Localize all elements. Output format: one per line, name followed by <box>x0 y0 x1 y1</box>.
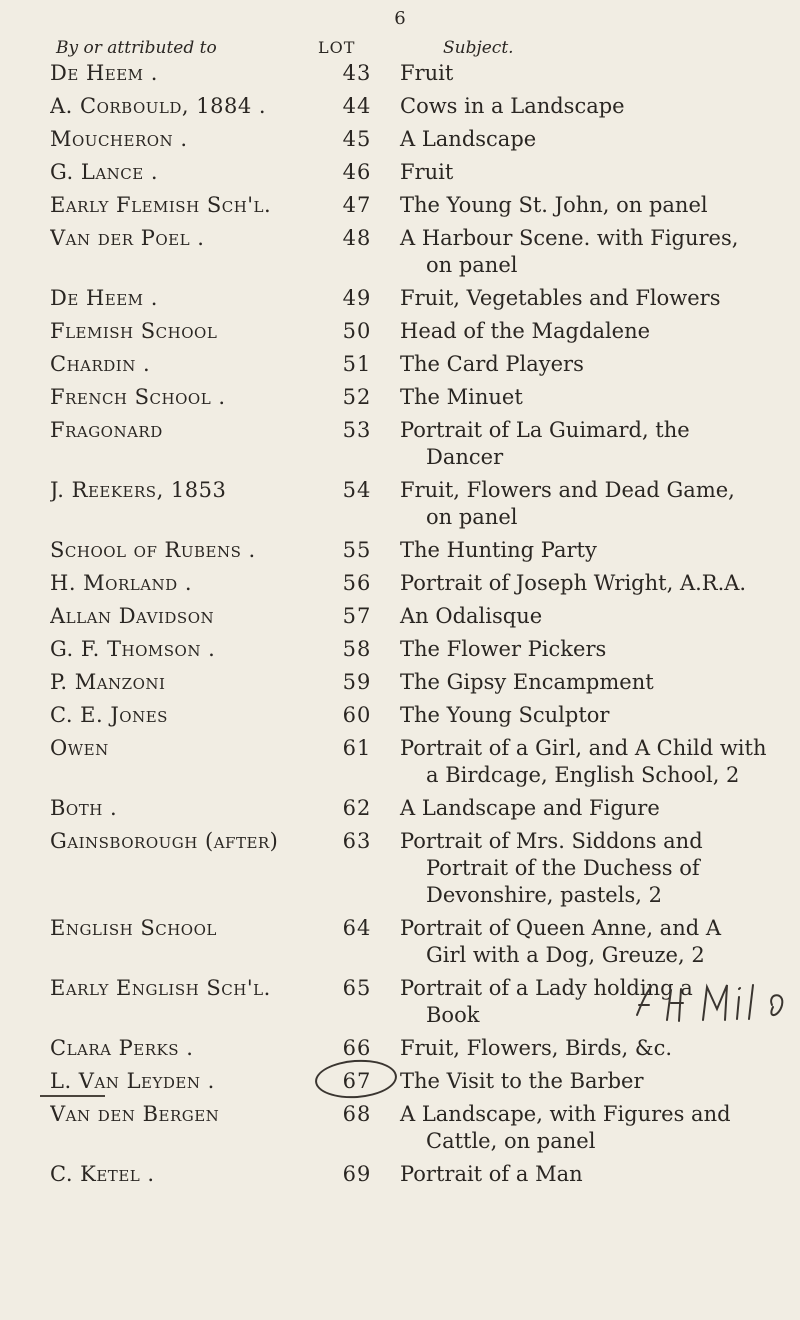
subject-line: The Young Sculptor <box>400 703 610 727</box>
lot-number: 52 <box>342 385 372 409</box>
lot-number: 67 <box>342 1069 372 1093</box>
catalogue-row <box>0 417 800 471</box>
subject-text <box>396 636 800 663</box>
lot-number: 47 <box>342 193 372 217</box>
subject-line: Portrait of the Duchess of <box>426 856 700 880</box>
lot-number: 69 <box>342 1162 372 1186</box>
subject-line: A Harbour Scene. with Figures, <box>400 226 739 250</box>
artist-name: Van der Poel . <box>50 226 205 250</box>
subject-text <box>396 351 800 378</box>
subject-text <box>396 1068 800 1095</box>
artist-name: Moucheron . <box>50 127 188 151</box>
artist-name: English School <box>50 916 217 940</box>
subject-text <box>396 126 800 153</box>
artist-name: C. E. Jones <box>50 703 168 727</box>
subject-text <box>396 60 800 87</box>
artist-name: De Heem . <box>50 61 158 85</box>
subject-text <box>396 795 800 822</box>
subject-line: The Flower Pickers <box>400 637 607 661</box>
subject-text <box>396 225 800 279</box>
artist-name: School of Rubens . <box>50 538 256 562</box>
artist-name: G. Lance . <box>50 160 159 184</box>
subject-text <box>396 669 800 696</box>
artist-name: G. F. Thomson . <box>50 637 216 661</box>
subject-line: Fruit, Vegetables and Flowers <box>400 286 721 310</box>
subject-text <box>396 603 800 630</box>
subject-column-header: Subject. <box>443 38 514 58</box>
catalogue-row <box>0 93 800 120</box>
catalogue-row <box>0 192 800 219</box>
subject-text <box>396 159 800 186</box>
subject-line: Girl with a Dog, Greuze, 2 <box>426 943 705 967</box>
catalogue-row <box>0 60 800 87</box>
catalogue-row <box>0 477 800 531</box>
artist-column-header: By or attributed to <box>56 38 217 58</box>
subject-text <box>396 915 800 969</box>
subject-line: An Odalisque <box>400 604 543 628</box>
subject-line: Head of the Magdalene <box>400 319 651 343</box>
lot-number: 43 <box>342 61 372 85</box>
lot-number: 63 <box>342 829 372 853</box>
catalogue-row <box>0 702 800 729</box>
lot-column-header: LOT <box>318 38 356 57</box>
catalogue-row <box>0 537 800 564</box>
artist-name: De Heem . <box>50 286 158 310</box>
catalogue-row <box>0 1101 800 1155</box>
subject-text <box>396 1161 800 1188</box>
subject-line: Fruit <box>400 160 454 184</box>
catalogue-row <box>0 1161 800 1188</box>
catalogue-row <box>0 828 800 909</box>
subject-text <box>396 285 800 312</box>
catalogue-row <box>0 225 800 279</box>
subject-line: Fruit, Flowers, Birds, &c. <box>400 1036 673 1060</box>
catalogue-row <box>0 735 800 789</box>
subject-line: Dancer <box>426 445 504 469</box>
artist-name: C. Ketel . <box>50 1162 155 1186</box>
lot-number: 61 <box>342 736 372 760</box>
subject-line: Portrait of a Girl, and A Child with <box>400 736 767 760</box>
subject-line: A Landscape and Figure <box>400 796 660 820</box>
lot-number: 59 <box>342 670 372 694</box>
subject-line: Portrait of Queen Anne, and A <box>400 916 721 940</box>
lot-number: 53 <box>342 418 372 442</box>
artist-name: Gainsborough (after) <box>50 829 279 853</box>
catalogue-row <box>0 351 800 378</box>
lot-number: 60 <box>342 703 372 727</box>
subject-line: Portrait of La Guimard, the <box>400 418 690 442</box>
lot-number: 49 <box>342 286 372 310</box>
artist-name: Fragonard <box>50 418 163 442</box>
catalogue-row <box>0 126 800 153</box>
artist-name: Early English Sch'l. <box>50 976 271 1000</box>
subject-line: The Minuet <box>400 385 523 409</box>
subject-text <box>396 735 800 789</box>
subject-line: Cattle, on panel <box>426 1129 596 1153</box>
lot-number: 48 <box>342 226 372 250</box>
catalogue-row <box>0 603 800 630</box>
subject-text <box>396 192 800 219</box>
catalogue-row <box>0 384 800 411</box>
artist-name: Flemish School <box>50 319 218 343</box>
subject-line: Portrait of a Man <box>400 1162 583 1186</box>
catalogue-row <box>0 159 800 186</box>
subject-line: Cows in a Landscape <box>400 94 625 118</box>
pen-stroke-mark <box>40 1095 105 1097</box>
subject-line: on panel <box>426 253 518 277</box>
lot-number: 50 <box>342 319 372 343</box>
lot-number: 66 <box>342 1036 372 1060</box>
subject-text <box>396 477 800 531</box>
catalogue-row <box>0 285 800 312</box>
subject-line: A Landscape, with Figures and <box>400 1102 731 1126</box>
artist-name: L. Van Leyden . <box>50 1069 215 1093</box>
subject-text <box>396 570 800 597</box>
lot-number: 56 <box>342 571 372 595</box>
catalogue-row <box>0 318 800 345</box>
subject-line: The Hunting Party <box>400 538 597 562</box>
subject-line: The Gipsy Encampment <box>400 670 654 694</box>
catalogue-row <box>0 795 800 822</box>
lot-number: 46 <box>342 160 372 184</box>
lot-number: 68 <box>342 1102 372 1126</box>
catalogue-row <box>0 1068 800 1095</box>
subject-line: The Young St. John, on panel <box>400 193 708 217</box>
page-number: 6 <box>394 8 406 29</box>
catalogue-row <box>0 669 800 696</box>
subject-line: Book <box>426 1003 480 1027</box>
artist-name: P. Manzoni <box>50 670 166 694</box>
subject-text <box>396 417 800 471</box>
artist-name: A. Corbould, 1884 . <box>50 94 267 118</box>
lot-number: 51 <box>342 352 372 376</box>
artist-name: Early Flemish Sch'l. <box>50 193 272 217</box>
subject-line: The Visit to the Barber <box>400 1069 644 1093</box>
subject-text <box>396 384 800 411</box>
artist-name: J. Reekers, 1853 <box>50 478 227 502</box>
subject-text <box>396 93 800 120</box>
catalogue-row <box>0 915 800 969</box>
lot-number: 44 <box>342 94 372 118</box>
subject-text <box>396 318 800 345</box>
subject-text <box>396 702 800 729</box>
subject-line: on panel <box>426 505 518 529</box>
lot-number: 45 <box>342 127 372 151</box>
subject-text <box>396 1101 800 1155</box>
subject-line: a Birdcage, English School, 2 <box>426 763 740 787</box>
artist-name: H. Morland . <box>50 571 193 595</box>
artist-name: Van den Bergen <box>50 1102 220 1126</box>
subject-line: A Landscape <box>400 127 537 151</box>
lot-number: 54 <box>342 478 372 502</box>
lot-number: 64 <box>342 916 372 940</box>
artist-name: French School . <box>50 385 226 409</box>
subject-line: Portrait of Mrs. Siddons and <box>400 829 703 853</box>
lot-number: 55 <box>342 538 372 562</box>
catalogue-row <box>0 636 800 663</box>
subject-line: Portrait of a Lady holding a <box>400 976 693 1000</box>
subject-text <box>396 537 800 564</box>
lot-number: 62 <box>342 796 372 820</box>
subject-line: The Card Players <box>400 352 584 376</box>
subject-line: Devonshire, pastels, 2 <box>426 883 662 907</box>
artist-name: Both . <box>50 796 118 820</box>
artist-name: Clara Perks . <box>50 1036 194 1060</box>
artist-name: Chardin . <box>50 352 151 376</box>
lot-number: 65 <box>342 976 372 1000</box>
handwritten-annotation <box>627 975 792 1045</box>
artist-name: Allan Davidson <box>50 604 215 628</box>
artist-name: Owen <box>50 736 109 760</box>
subject-line: Portrait of Joseph Wright, A.R.A. <box>400 571 747 595</box>
lot-number: 58 <box>342 637 372 661</box>
lot-number: 57 <box>342 604 372 628</box>
subject-line: Fruit, Flowers and Dead Game, <box>400 478 735 502</box>
catalogue-row <box>0 570 800 597</box>
subject-line: Fruit <box>400 61 454 85</box>
subject-text <box>396 828 800 909</box>
